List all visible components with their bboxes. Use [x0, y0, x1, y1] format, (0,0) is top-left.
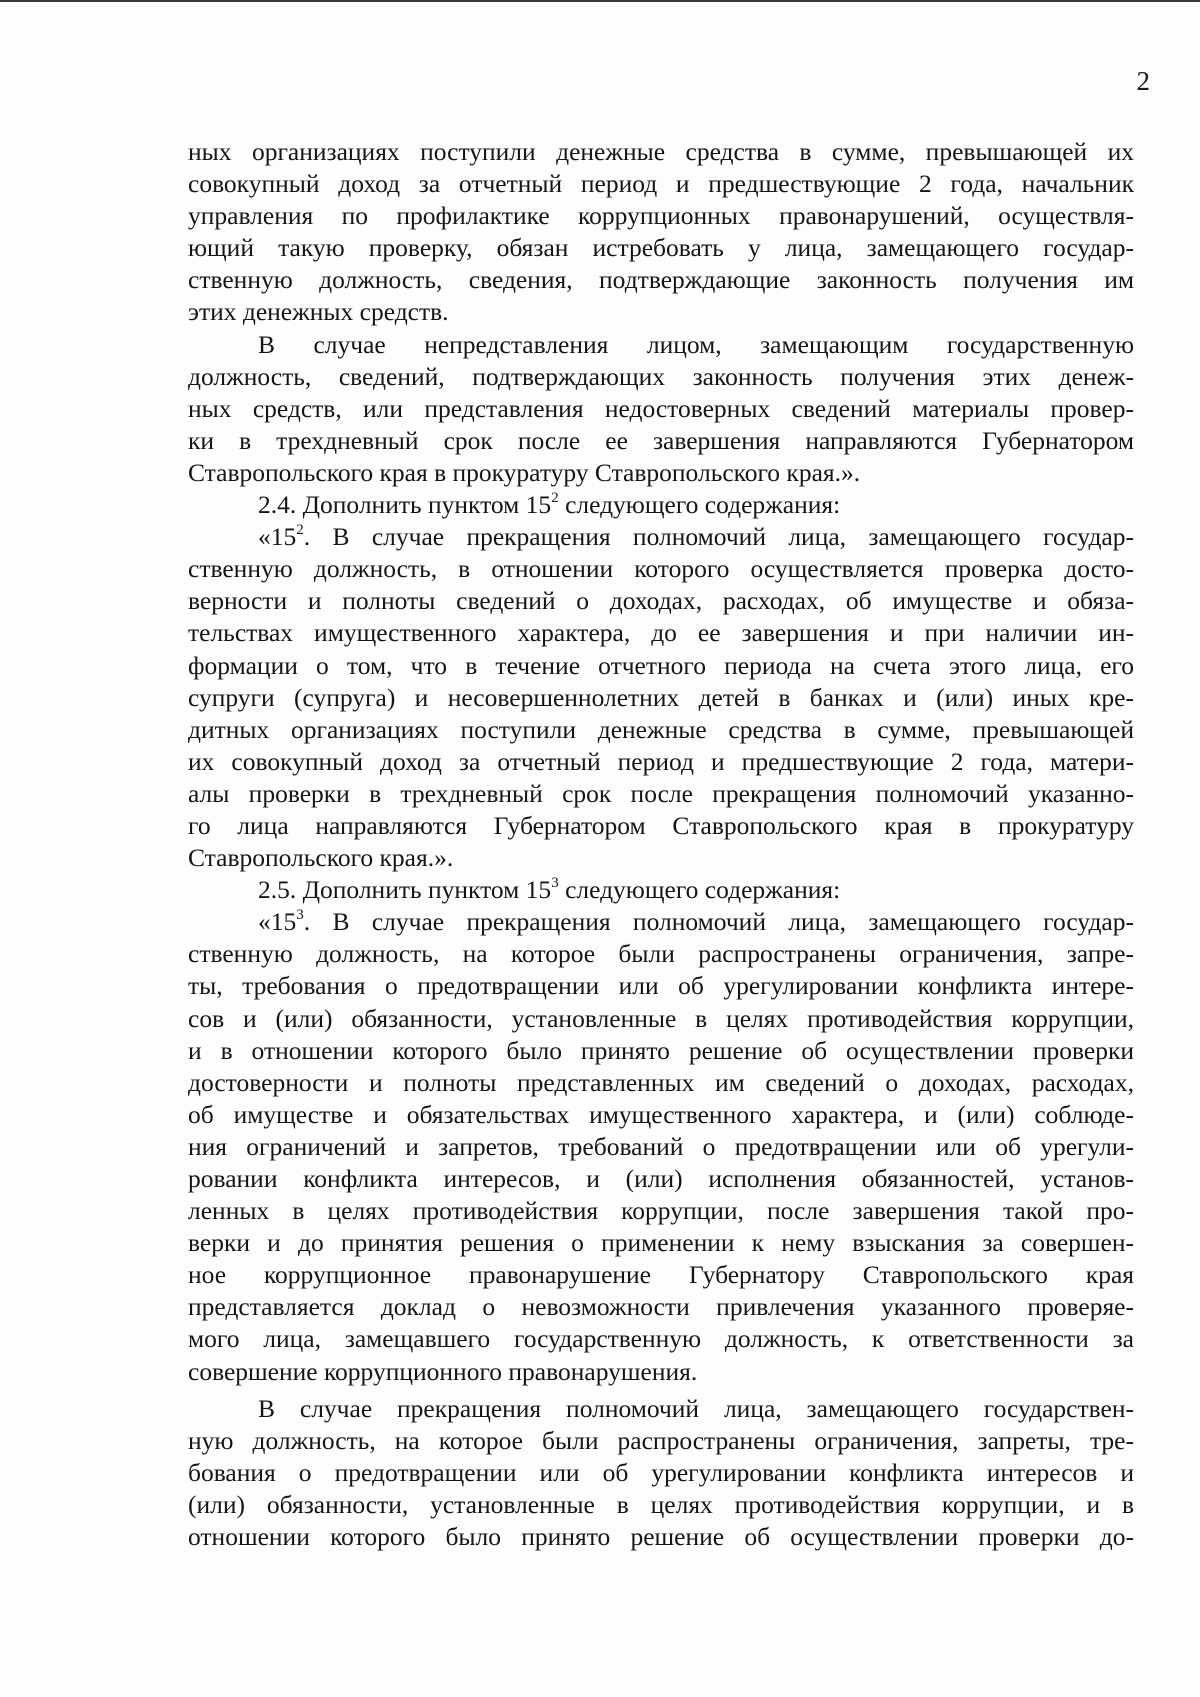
line-text: верки и до принятия решения о применении к нему взыскания за совершен- [188, 1228, 1134, 1258]
text-line [188, 232, 1134, 264]
text-line [188, 874, 1134, 906]
superscript: 2 [296, 521, 304, 538]
text-line [188, 1099, 1134, 1131]
line-text: Ставропольского края.». [188, 843, 454, 873]
line-text: формации о том, что в течение отчетного периода на счета этого лица, его [188, 650, 1134, 680]
text-line [188, 1163, 1134, 1195]
line-text: ки в трехдневный срок после ее завершения направляются Губернатором [188, 425, 1134, 455]
text-line [188, 746, 1134, 778]
line-text: В случае непредставления лицом, замещающим государственную [258, 329, 1134, 359]
line-text: сов и (или) обязанности, установленные в целях противодействия коррупции, [188, 1003, 1134, 1033]
line-text-continued: . В случае прекращения полномочий лица, замещающего государ- [303, 522, 1134, 552]
text-line [188, 1195, 1134, 1227]
text-line [188, 650, 1134, 682]
line-text: отношении которого было принято решение об осуществлении проверки до- [188, 1522, 1134, 1552]
text-line [188, 810, 1134, 842]
text-line [188, 682, 1134, 714]
line-text: этих денежных средств. [188, 297, 449, 327]
text-line [188, 1356, 1134, 1388]
text-line [188, 521, 1134, 553]
text-line [188, 1457, 1134, 1489]
text-line [188, 1521, 1134, 1553]
line-text: «15 [258, 522, 297, 552]
text-line [188, 1489, 1134, 1521]
text-line [188, 457, 1134, 489]
line-text: об имуществе и обязательствах имущественного характера, и (или) соблюде- [188, 1099, 1134, 1129]
line-text-continued: следующего содержания: [558, 490, 841, 520]
text-line [188, 970, 1134, 1002]
text-line [188, 296, 1134, 328]
text-line [188, 778, 1134, 810]
text-line [188, 1393, 1134, 1425]
text-line [188, 361, 1134, 393]
text-line [188, 1291, 1134, 1323]
line-text: ственную должность, в отношении которого осуществляется проверка досто- [188, 554, 1134, 584]
line-text: управления по профилактике коррупционных правонарушений, осуществля- [188, 201, 1134, 231]
text-line [188, 1323, 1134, 1355]
line-text: и в отношении которого было принято решение об осуществлении проверки [188, 1035, 1134, 1065]
line-text: совокупный доход за отчетный период и предшествующие 2 года, начальник [188, 169, 1134, 199]
line-text: ных средств, или представления недостоверных сведений материалы провер- [188, 393, 1134, 423]
line-text: В случае прекращения полномочий лица, замещающего государствен- [258, 1393, 1134, 1423]
text-line [188, 264, 1134, 296]
text-line [188, 1067, 1134, 1099]
text-line [188, 1425, 1134, 1457]
line-text: ную должность, на которое были распространены ограничения, запреты, тре- [188, 1425, 1134, 1455]
line-text: «15 [258, 907, 297, 937]
body-text [188, 136, 1134, 1553]
line-text: Ставропольского края в прокуратуру Ставропольского края.». [188, 457, 861, 487]
line-text-continued: следующего содержания: [558, 875, 841, 905]
text-line [188, 585, 1134, 617]
line-text: ленных в целях противодействия коррупции, после завершения такой про- [188, 1196, 1134, 1226]
line-text: ющий такую проверку, обязан истребовать у лица, замещающего государ- [188, 233, 1134, 263]
text-line [188, 1035, 1134, 1067]
superscript: 2 [551, 489, 559, 506]
text-line [188, 906, 1134, 938]
superscript: 3 [551, 874, 559, 891]
text-line [188, 489, 1134, 521]
line-text: достоверности и полноты представленных им сведений о доходах, расходах, [188, 1067, 1134, 1097]
text-line [188, 714, 1134, 746]
text-line [188, 200, 1134, 232]
scan-top-edge [0, 0, 1200, 2]
text-line [188, 393, 1134, 425]
text-line [188, 168, 1134, 200]
line-text: ных организациях поступили денежные средства в сумме, превышающей их [188, 137, 1134, 166]
superscript: 3 [296, 906, 304, 923]
line-text: их совокупный доход за отчетный период и предшествующие 2 года, матери- [188, 746, 1134, 776]
text-line [188, 136, 1134, 168]
line-text: бования о предотвращении или об урегулировании конфликта интересов и [188, 1457, 1134, 1487]
line-text: представляется доклад о невозможности привлечения указанного проверяе- [188, 1292, 1134, 1322]
line-text: супруги (супруга) и несовершеннолетних детей в банках и (или) иных кре- [188, 682, 1134, 712]
line-text: алы проверки в трехдневный срок после прекращения полномочий указанно- [188, 778, 1134, 808]
line-text: ственную должность, сведения, подтверждающие законность получения им [188, 265, 1134, 295]
text-line [188, 553, 1134, 585]
line-text: ния ограничений и запретов, требований о предотвращении или об урегули- [188, 1131, 1134, 1161]
line-text: ты, требования о предотвращении или об урегулировании конфликта интере- [188, 971, 1134, 1001]
text-line [188, 1003, 1134, 1035]
text-line [188, 938, 1134, 970]
line-text: ровании конфликта интересов, и (или) исполнения обязанностей, установ- [188, 1164, 1134, 1193]
line-text: ное коррупционное правонарушение Губернатору Ставропольского края [188, 1260, 1134, 1290]
line-text: (или) обязанности, установленные в целях противодействия коррупции, и в [188, 1489, 1134, 1519]
text-line [188, 617, 1134, 649]
line-text: го лица направляются Губернатором Ставропольского края в прокуратуру [188, 810, 1134, 840]
line-text: 2.5. Дополнить пунктом 15 [258, 875, 552, 905]
line-text: ственную должность, на которое были распространены ограничения, запре- [188, 939, 1134, 969]
line-text: совершение коррупционного правонарушения. [188, 1356, 698, 1386]
line-text-continued: . В случае прекращения полномочий лица, замещающего государ- [303, 907, 1134, 937]
text-line [188, 1131, 1134, 1163]
line-text: должность, сведений, подтверждающих законность получения этих денеж- [188, 361, 1134, 391]
line-text: 2.4. Дополнить пунктом 15 [258, 490, 552, 520]
line-text: тельствах имущественного характера, до ее завершения и при наличии ин- [188, 618, 1134, 648]
text-line [188, 425, 1134, 457]
text-line [188, 329, 1134, 361]
line-text: дитных организациях поступили денежные средства в сумме, превышающей [188, 714, 1134, 744]
text-line [188, 1259, 1134, 1291]
line-text: верности и полноты сведений о доходах, расходах, об имуществе и обяза- [188, 586, 1134, 616]
text-line [188, 842, 1134, 874]
page-number: 2 [1136, 66, 1150, 96]
text-line [188, 1227, 1134, 1259]
line-text: мого лица, замещавшего государственную должность, к ответственности за [188, 1324, 1134, 1354]
